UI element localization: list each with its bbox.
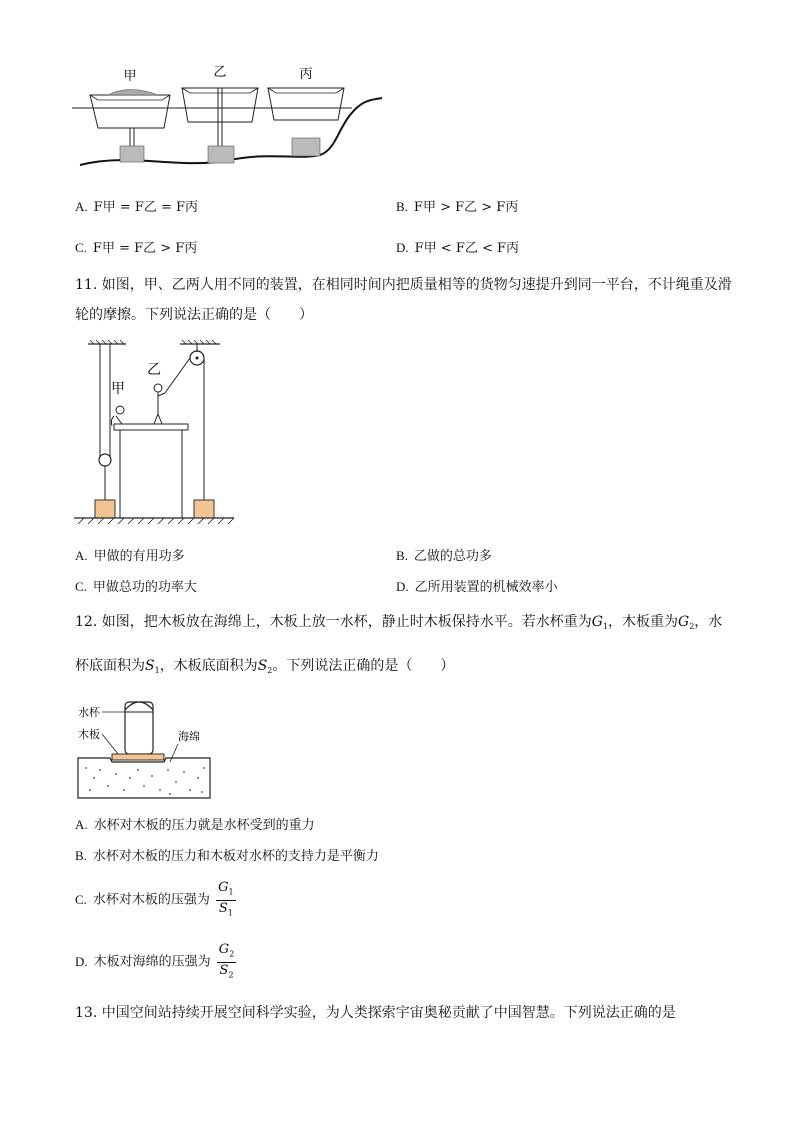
q10-option-b: B. F甲 > F乙 > F丙 xyxy=(396,199,519,215)
pulley-figure xyxy=(70,338,240,530)
q11-stem-line1: 11. 如图，甲、乙两人用不同的装置，在相同时间内把质量相等的货物匀速提升到同一平台，不计绳重及滑 xyxy=(75,277,732,293)
q12-option-a: A. 水杯对木板的压力就是水杯受到的重力 xyxy=(75,817,315,833)
fraction-g2-s2: $\frac{G_2}{S_2}$ xyxy=(218,942,235,980)
q12-option-c: C. 水杯对木板的压强为 $\frac{G_1}{S_1}$ xyxy=(75,880,236,920)
label-cup: 水杯 xyxy=(78,706,100,719)
q13-stem-line1: 13. 中国空间站持续开展空间科学实验，为人类探索宇宙奥秘贡献了中国智慧。下列说法正确的是 xyxy=(75,1005,676,1021)
q12-stem-line2: 杯底面积为$S_1$，木板底面积为$S_2$。下列说法正确的是（ ） xyxy=(75,658,455,675)
person-label-yi: 乙 xyxy=(147,362,161,378)
q12-option-b: B. 水杯对木板的压力和木板对水杯的支持力是平衡力 xyxy=(75,848,379,864)
sponge-figure xyxy=(70,690,220,800)
label-board: 木板 xyxy=(78,728,100,741)
q11-option-a: A. 甲做的有用功多 xyxy=(75,548,185,564)
label-sponge: 海绵 xyxy=(178,730,200,743)
boat-label-bing: 丙 xyxy=(299,67,313,82)
q10-option-d: D. F甲 < F乙 < F丙 xyxy=(396,240,520,256)
boats-figure xyxy=(70,60,390,175)
boat-label-yi: 乙 xyxy=(213,65,227,80)
q11-option-d: D. 乙所用装置的机械效率小 xyxy=(396,579,558,595)
fraction-g1-s1: $\frac{G_1}{S_1}$ xyxy=(218,880,234,918)
q11-option-b: B. 乙做的总功多 xyxy=(396,548,492,564)
q11-stem-line2: 轮的摩擦。下列说法正确的是（ ） xyxy=(75,307,313,323)
q10-option-a: A. F甲 = F乙 = F丙 xyxy=(75,199,199,215)
person-label-jia: 甲 xyxy=(111,381,125,397)
q10-option-c: C. F甲 = F乙 > F丙 xyxy=(75,240,198,256)
q12-option-d: D. 木板对海绵的压强为 $\frac{G_2}{S_2}$ xyxy=(75,942,236,982)
q12-stem-line1: 12. 如图，把木板放在海绵上，木板上放一水杯，静止时木板保持水平。若水杯重为$G_1$，木板重为$G_2$，水 xyxy=(75,614,723,631)
q11-option-c: C. 甲做总功的功率大 xyxy=(75,579,197,595)
boat-label-jia: 甲 xyxy=(123,69,137,84)
